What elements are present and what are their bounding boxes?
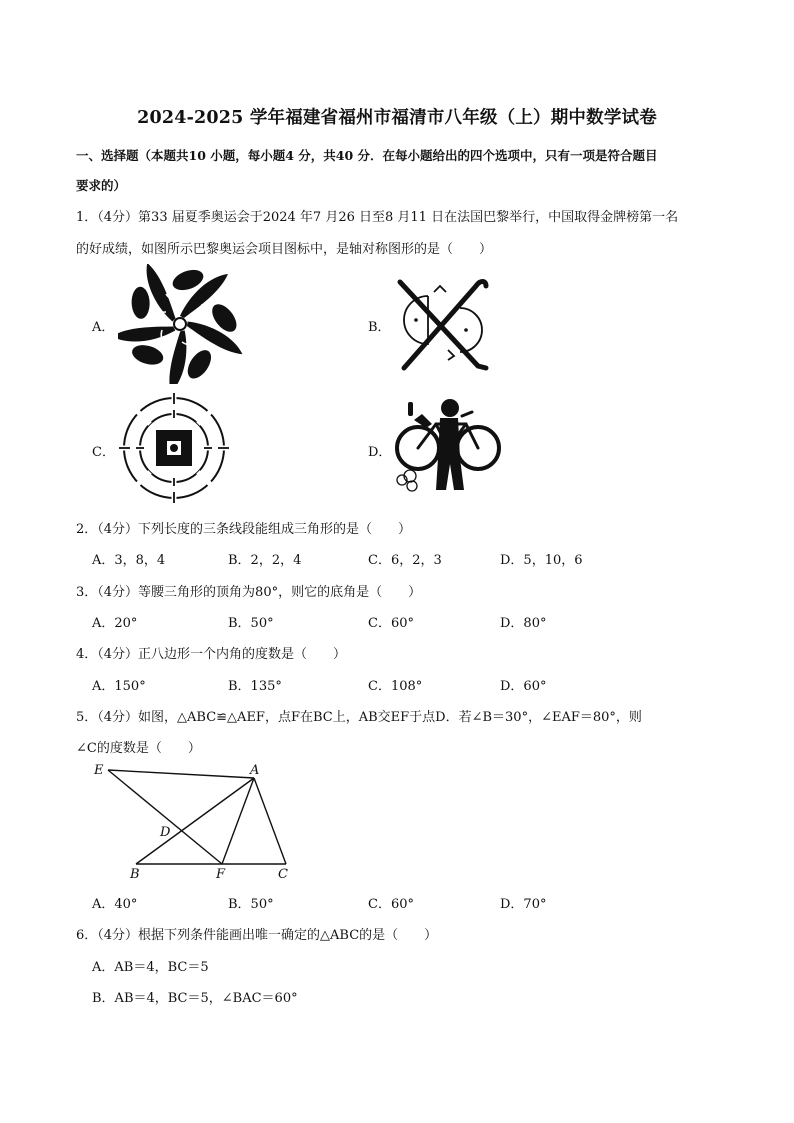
- q6-stem: 6．（4分）根据下列条件能画出唯一确定的△ABC的是（ ）: [76, 928, 438, 943]
- q3-stem: 3．（4分）等腰三角形的顶角为80°，则它的底角是（ ）: [76, 585, 422, 600]
- q2-option-d: D．5，10，6: [500, 553, 583, 568]
- q1-option-d-label: D．: [368, 445, 392, 460]
- q2-stem: 2．（4分）下列长度的三条线段能组成三角形的是（ ）: [76, 522, 412, 537]
- cyclist-carrying-bike-icon: [392, 398, 504, 498]
- q4-option-d: D．60°: [500, 679, 547, 694]
- q4-option-c: C．108°: [368, 679, 423, 694]
- point-label-c: C: [278, 867, 288, 882]
- point-label-d: D: [160, 825, 171, 840]
- triangle-diagram: [90, 760, 300, 885]
- point-label-f: F: [216, 867, 226, 882]
- q3-option-c: C．60°: [368, 616, 414, 631]
- q1-option-b-label: B．: [368, 320, 391, 335]
- point-label-e: E: [94, 763, 104, 778]
- hockey-sticks-icon: [390, 268, 495, 378]
- segment-af: [222, 778, 254, 864]
- q4-option-b: B．135°: [228, 679, 282, 694]
- point-label-b: B: [130, 867, 140, 882]
- q1-option-a-label: A．: [92, 320, 115, 335]
- q5-option-c: C．60°: [368, 897, 414, 912]
- q3-option-b: B．50°: [228, 616, 274, 631]
- section-heading-line2: 要求的）: [76, 178, 127, 193]
- q1-stem-line2: 的好成绩，如图所示巴黎奥运会项目图标中，是轴对称图形的是（ ）: [76, 242, 493, 257]
- exam-title: 2024-2025 学年福建省福州市福清市八年级（上）期中数学试卷: [137, 108, 657, 128]
- q1-stem-line1: 1．（4分）第33 届夏季奥运会于2024 年7 月26 日至8 月11 日在法国巴黎举行，中国取得金牌榜第一名: [76, 210, 679, 225]
- q5-option-b: B．50°: [228, 897, 274, 912]
- section-heading-line1: 一、选择题（本题共10 小题，每小题4 分，共40 分．在每小题给出的四个选项中，只有一项是符合题目: [76, 148, 658, 163]
- q6-option-a: A．AB＝4，BC＝5: [92, 960, 209, 975]
- q2-option-c: C．6，2，3: [368, 553, 442, 568]
- segment-ea: [108, 770, 254, 778]
- archery-target-icon: [118, 392, 230, 504]
- q5-option-a: A．40°: [92, 897, 138, 912]
- segment-ef: [108, 770, 222, 864]
- q4-option-a: A．150°: [92, 679, 146, 694]
- q5-stem-line1: 5．（4分）如图，△ABC≌△AEF，点F在BC上，AB交EF于点D．若∠B＝30°，∠EAF＝80°，则: [76, 710, 642, 725]
- q6-option-b: B．AB＝4，BC＝5，∠BAC＝60°: [92, 991, 298, 1006]
- q1-option-c-label: C．: [92, 445, 115, 460]
- q3-option-d: D．80°: [500, 616, 547, 631]
- q3-option-a: A．20°: [92, 616, 138, 631]
- q2-option-b: B．2，2，4: [228, 553, 302, 568]
- point-label-a: A: [250, 763, 260, 778]
- q5-stem-line2: ∠C的度数是（ ）: [76, 741, 201, 756]
- segment-ab: [136, 778, 254, 864]
- segment-ac: [254, 778, 286, 864]
- pinwheel-icon: [118, 264, 243, 384]
- q2-option-a: A．3，8，4: [92, 553, 166, 568]
- q5-option-d: D．70°: [500, 897, 547, 912]
- q4-stem: 4．（4分）正八边形一个内角的度数是（ ）: [76, 647, 347, 662]
